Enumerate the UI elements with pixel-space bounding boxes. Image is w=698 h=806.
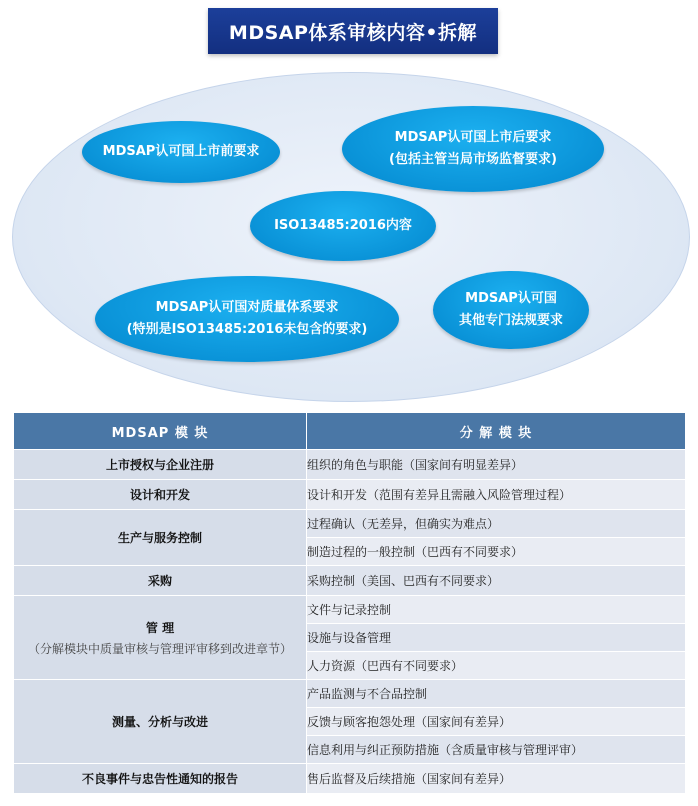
bubble-text: ISO13485:2016内容 (274, 218, 412, 233)
table-row (14, 566, 686, 596)
bubble-qms-requirements (95, 276, 399, 362)
sub-module: 反馈与顾客抱怨处理（国家间有差异） (307, 708, 686, 736)
module-name: 采购 (14, 566, 307, 596)
module-name: 设计和开发 (14, 480, 307, 510)
table-row (14, 680, 686, 708)
module-note: （分解模块中质量审核与管理评审移到改进章节） (27, 641, 292, 656)
sub-module: 设施与设备管理 (307, 624, 686, 652)
module-name: 上市授权与企业注册 (14, 450, 307, 480)
table-row (14, 596, 686, 624)
bubble-postmarket-requirements (342, 106, 604, 192)
sub-module: 产品监测与不合品控制 (307, 680, 686, 708)
page-title: MDSAP体系审核内容•拆解 (208, 8, 498, 54)
header-mdsap-module: MDSAP 模 块 (14, 413, 307, 450)
sub-module: 售后监督及后续措施（国家间有差异） (307, 764, 686, 794)
table-row (14, 510, 686, 538)
sub-module: 文件与记录控制 (307, 596, 686, 624)
module-name: 不良事件与忠告性通知的报告 (14, 764, 307, 794)
bubble-subtext: (包括主管当局市场监督要求) (389, 152, 557, 167)
bubble-text: MDSAP认可国 (465, 291, 557, 306)
sub-module: 信息利用与纠正预防措施（含质量审核与管理评审） (307, 736, 686, 764)
bubble-premarket-requirements (82, 121, 280, 183)
bubble-subtext: 其他专门法规要求 (458, 313, 563, 328)
sub-module: 采购控制（美国、巴西有不同要求） (307, 566, 686, 596)
sub-module: 过程确认（无差异，但确实为难点） (307, 510, 686, 538)
bubble-other-regulations (433, 271, 589, 349)
bubble-text: MDSAP认可国对质量体系要求 (155, 300, 339, 315)
sub-module: 设计和开发（范围有差异且需融入风险管理过程） (307, 480, 686, 510)
table-row (14, 450, 686, 480)
module-name: 生产与服务控制 (14, 510, 307, 566)
module-name-label: 管 理 (145, 620, 175, 635)
module-name (14, 596, 307, 680)
table-row (14, 764, 686, 794)
bubble-iso13485 (250, 191, 436, 261)
module-name: 测量、分析与改进 (14, 680, 307, 764)
bubble-subtext: (特别是ISO13485:2016未包含的要求) (126, 322, 368, 337)
table-header-row (14, 413, 686, 450)
module-breakdown-table (13, 412, 686, 794)
bubble-text: MDSAP认可国上市后要求 (394, 130, 552, 145)
table-row (14, 480, 686, 510)
sub-module: 组织的角色与职能（国家间有明显差异） (307, 450, 686, 480)
sub-module: 人力资源（巴西有不同要求） (307, 652, 686, 680)
header-sub-module: 分 解 模 块 (307, 413, 686, 450)
sub-module: 制造过程的一般控制（巴西有不同要求） (307, 538, 686, 566)
bubble-text: MDSAP认可国上市前要求 (102, 144, 260, 159)
